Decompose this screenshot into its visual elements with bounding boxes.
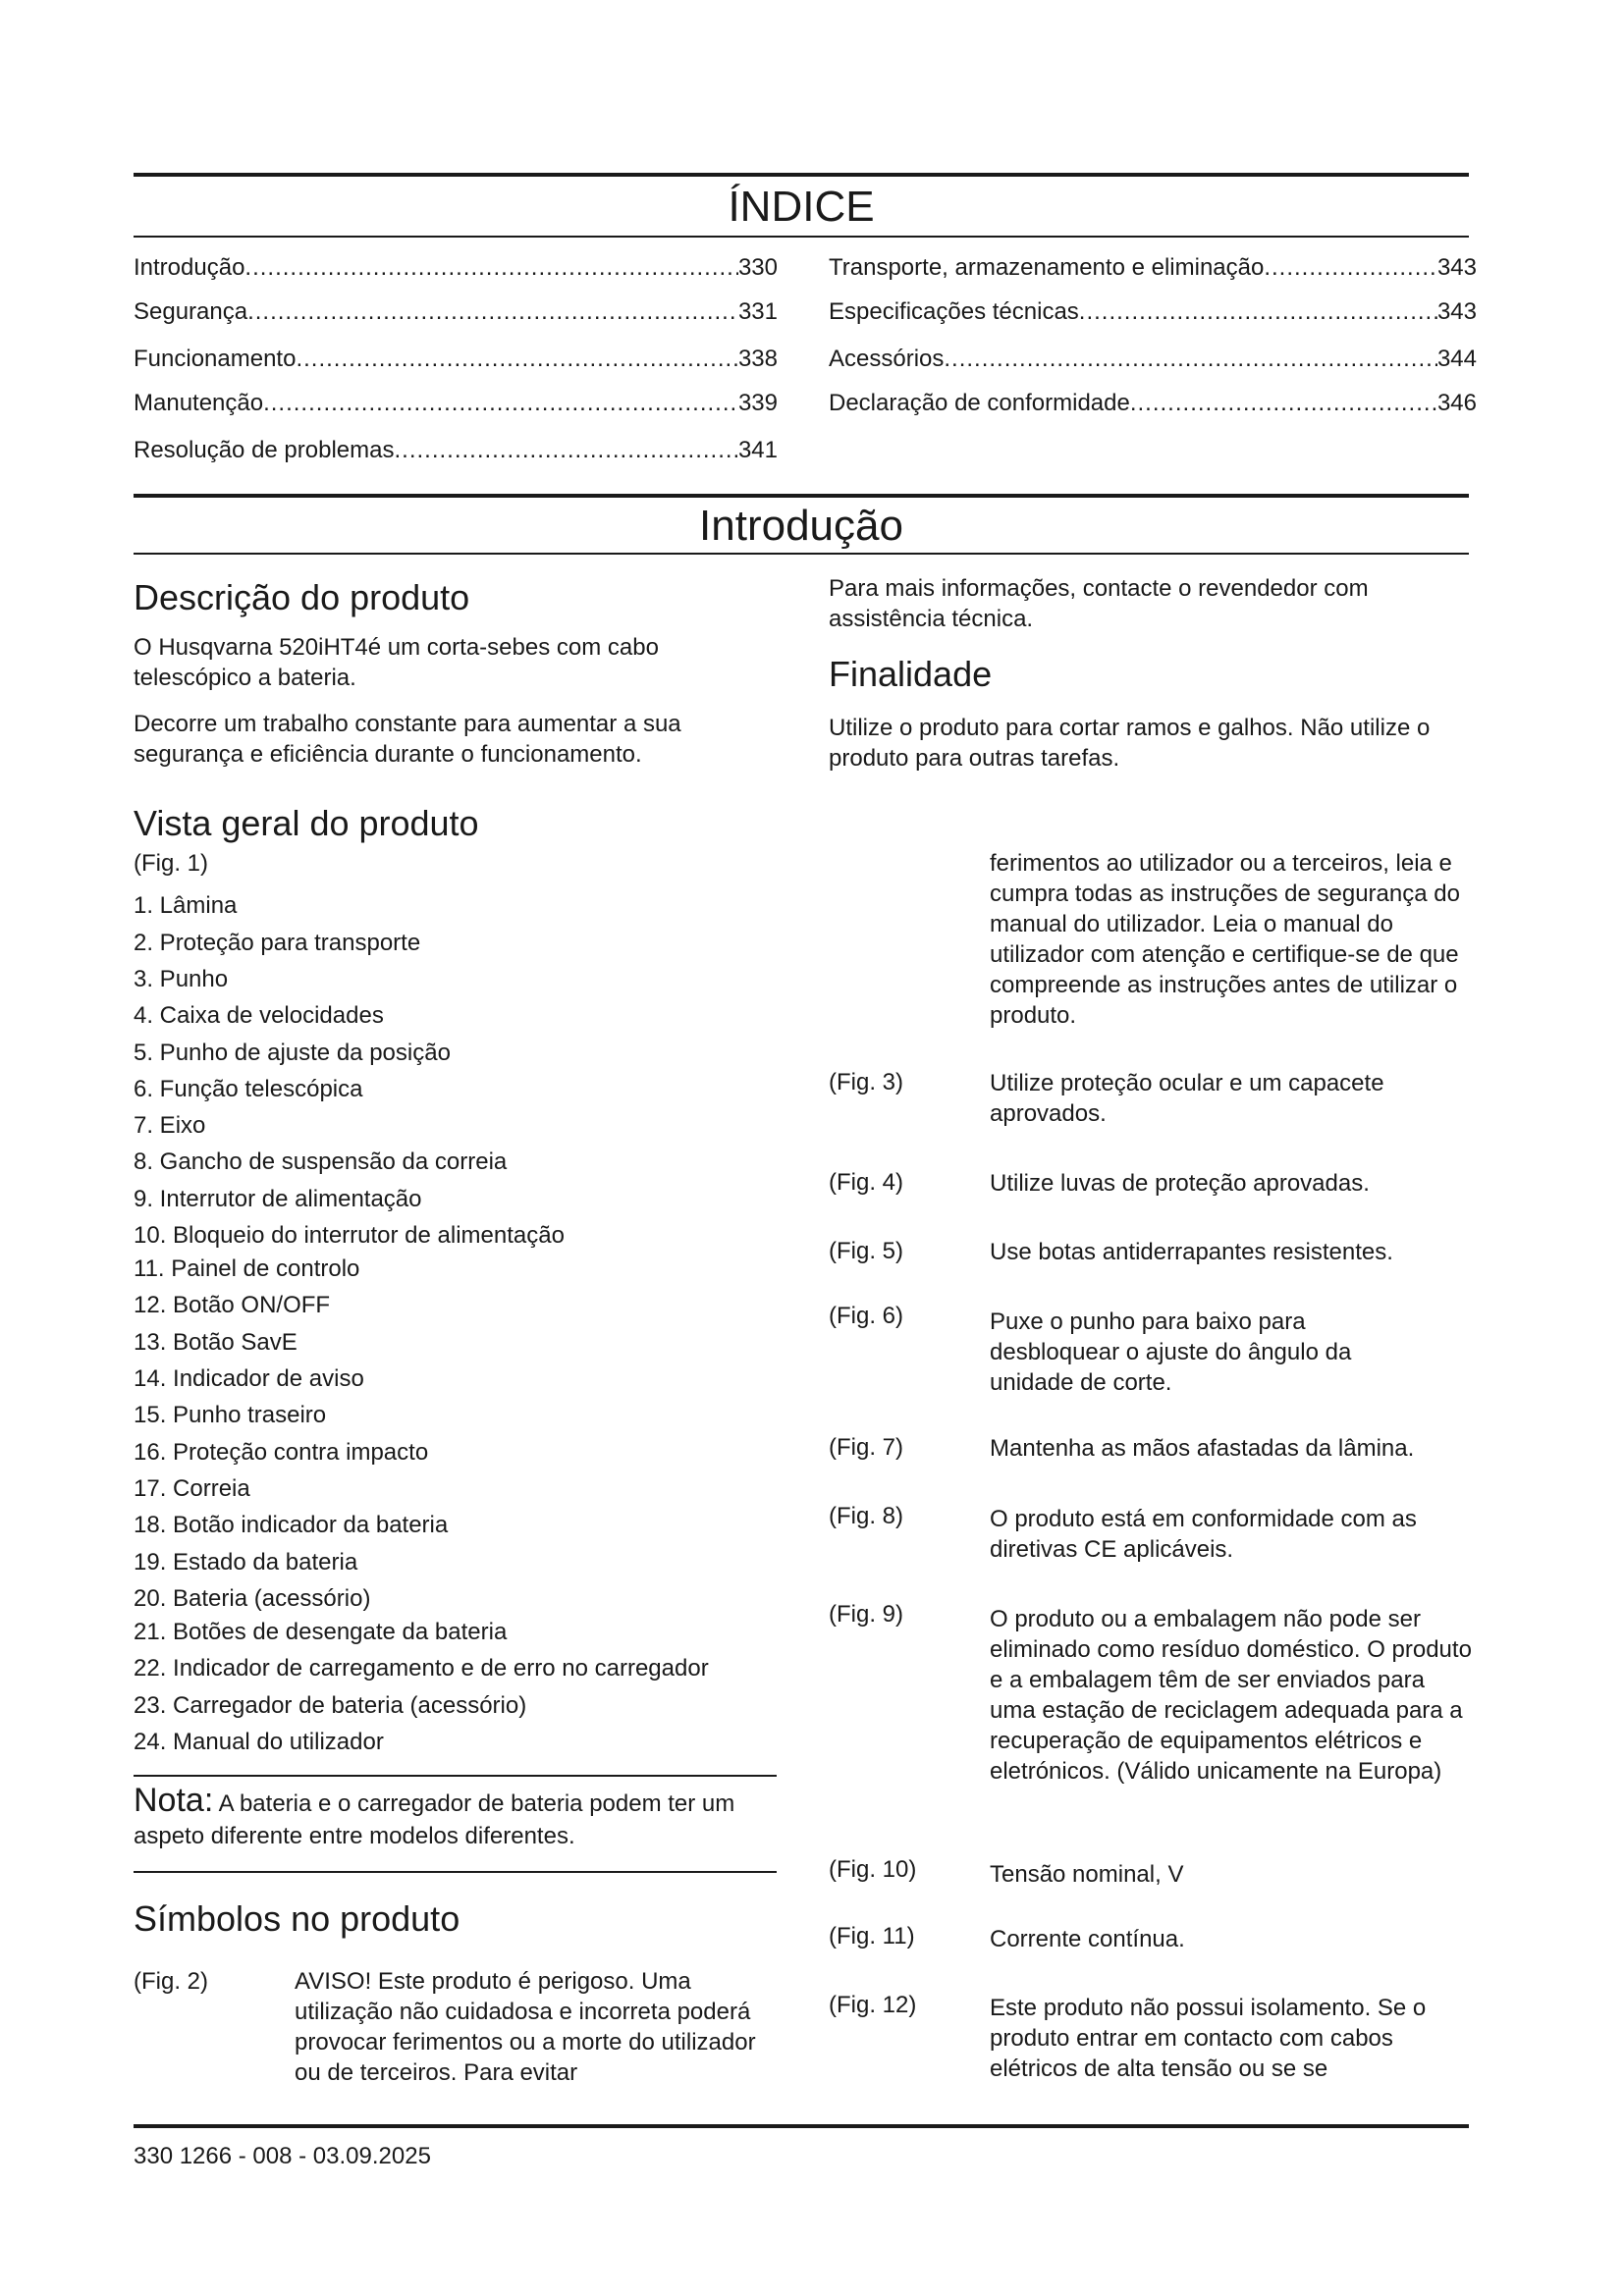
toc-entry-label: Acessórios (829, 346, 945, 372)
list-item: 19. Estado da bateria (134, 1549, 358, 1575)
fig-label: (Fig. 11) (829, 1923, 915, 1949)
list-item: 17. Correia (134, 1475, 250, 1502)
note-box (134, 1782, 772, 1852)
fig-text: O produto está em conformidade com as diretivas CE aplicáveis. (990, 1506, 1417, 1563)
toc-entry-page: 338 (737, 346, 778, 372)
list-item: 15. Punho traseiro (134, 1402, 327, 1428)
fig-label: (Fig. 8) (829, 1503, 904, 1529)
toc-entry-label: Manutenção (134, 390, 264, 416)
toc-entry[interactable] (829, 389, 1477, 418)
toc-entry-label: Introdução (134, 254, 245, 281)
toc-entry-label: Funcionamento (134, 346, 297, 372)
purpose-heading: Finalidade (829, 654, 993, 694)
fig-text: Tensão nominal, V (990, 1861, 1184, 1888)
toc-entry[interactable] (829, 253, 1477, 283)
list-item: 10. Bloqueio do interrutor de alimentação (134, 1222, 565, 1249)
fig-text: AVISO! Este produto é perigoso. Uma utilização não cuidadosa e incorreta poderá provocar ferimentos ou a morte do utilizador ou de terceiros. Para evitar (295, 1968, 756, 2086)
fig-label: (Fig. 7) (829, 1434, 904, 1461)
toc-entry-page: 330 (737, 254, 778, 281)
fig-text: Puxe o punho para baixo para desbloquear o ajuste do ângulo da unidade de corte. (990, 1308, 1352, 1396)
toc-entry-label: Declaração de conformidade (829, 390, 1130, 416)
toc-top-rule (134, 173, 1469, 177)
toc-entry-label: Especificações técnicas (829, 298, 1079, 325)
fig-text-continued: ferimentos ao utilizador ou a terceiros, leia e cumpra todas as instruções de segurança do manual do utilizador. Leia o manual do utilizador com atenção e certifique-se de que compreende as instruções antes de utilizar o produto. (990, 850, 1460, 1029)
fig-text: Mantenha as mãos afastadas da lâmina. (990, 1435, 1415, 1462)
toc-entry[interactable] (134, 297, 778, 327)
fig-label: (Fig. 9) (829, 1601, 904, 1628)
list-item: 14. Indicador de aviso (134, 1365, 364, 1392)
toc-entry-page: 343 (1436, 298, 1477, 325)
list-item: 13. Botão SavE (134, 1329, 298, 1356)
fig-label: (Fig. 12) (829, 1992, 917, 2018)
list-item: 1. Lâmina (134, 892, 238, 919)
toc-entry[interactable] (134, 389, 778, 418)
toc-entry[interactable] (829, 345, 1477, 374)
list-item: 7. Eixo (134, 1112, 206, 1139)
product-description-text: Decorre um trabalho constante para aumentar a sua segurança e eficiência durante o funcionamento. (134, 711, 681, 768)
list-item: 8. Gancho de suspensão da correia (134, 1148, 508, 1175)
toc-title-rule (134, 236, 1469, 238)
more-info-text: Para mais informações, contacte o revendedor com assistência técnica. (829, 575, 1369, 632)
list-item: 11. Painel de controlo (134, 1255, 360, 1282)
fig-label: (Fig. 4) (829, 1169, 904, 1196)
toc-entry-page: 346 (1436, 390, 1477, 416)
fig-text: O produto ou a embalagem não pode ser eliminado como resíduo doméstico. O produto e a embalagem têm de ser enviados para uma estação de reciclagem adequada para a recuperação de equipamentos elétricos e eletrónicos. (Válido unicamente na Europa) (990, 1606, 1472, 1785)
overview-heading: Vista geral do produto (134, 803, 479, 843)
list-item: 4. Caixa de velocidades (134, 1002, 384, 1029)
list-item: 16. Proteção contra impacto (134, 1439, 429, 1466)
list-item: 12. Botão ON/OFF (134, 1292, 331, 1318)
product-description-text: O Husqvarna 520iHT4é um corta-sebes com cabo telescópico a bateria. (134, 634, 659, 691)
toc-entry-label: Segurança (134, 298, 248, 325)
list-item: 24. Manual do utilizador (134, 1729, 384, 1755)
fig-text: Utilize proteção ocular e um capacete aprovados. (990, 1070, 1384, 1127)
toc-entry[interactable] (829, 297, 1477, 327)
list-item: 18. Botão indicador da bateria (134, 1512, 449, 1538)
toc-entry[interactable] (134, 345, 778, 374)
list-item: 23. Carregador de bateria (acessório) (134, 1692, 527, 1719)
note-keyword: Nota: (134, 1782, 214, 1819)
list-item: 6. Função telescópica (134, 1076, 363, 1102)
toc-entry-label: Resolução de problemas (134, 437, 395, 463)
fig-text: Corrente contínua. (990, 1926, 1185, 1952)
symbols-heading: Símbolos no produto (134, 1898, 460, 1939)
list-item: 5. Punho de ajuste da posição (134, 1040, 451, 1066)
fig-label: (Fig. 6) (829, 1303, 904, 1329)
list-item: 21. Botões de desengate da bateria (134, 1619, 508, 1645)
fig-text: Use botas antiderrapantes resistentes. (990, 1239, 1393, 1265)
fig-label: (Fig. 3) (829, 1069, 904, 1095)
toc-entry-page: 343 (1436, 254, 1477, 281)
fig-text: Este produto não possui isolamento. Se o produto entrar em contacto com cabos elétricos de alta tensão ou se se (990, 1995, 1427, 2082)
footer-rule (134, 2124, 1469, 2128)
toc-entry[interactable] (134, 436, 778, 465)
fig-label: (Fig. 10) (829, 1856, 917, 1883)
toc-entry-page: 341 (737, 437, 778, 463)
intro-title-rule (134, 553, 1469, 555)
note-top-rule (134, 1775, 777, 1777)
toc-entry-page: 331 (737, 298, 778, 325)
list-item: 3. Punho (134, 966, 229, 992)
purpose-text: Utilize o produto para cortar ramos e galhos. Não utilize o produto para outras tarefas. (829, 715, 1431, 772)
fig-text: Utilize luvas de proteção aprovadas. (990, 1170, 1370, 1197)
product-description-heading: Descrição do produto (134, 577, 470, 617)
list-item: 9. Interrutor de alimentação (134, 1186, 422, 1212)
fig-label: (Fig. 5) (829, 1238, 904, 1264)
toc-title: ÍNDICE (728, 183, 875, 231)
overview-fig-ref: (Fig. 1) (134, 850, 209, 877)
note-bottom-rule (134, 1871, 777, 1873)
list-item: 22. Indicador de carregamento e de erro no carregador (134, 1655, 709, 1682)
toc-entry-label: Transporte, armazenamento e eliminação (829, 254, 1265, 281)
toc-entry-page: 339 (737, 390, 778, 416)
toc-entry[interactable] (134, 253, 778, 283)
note-text: A bateria e o carregador de bateria podem ter um aspeto diferente entre modelos diferentes. (134, 1790, 735, 1849)
footer-doc-id: 330 1266 - 008 - 03.09.2025 (134, 2143, 431, 2169)
list-item: 20. Bateria (acessório) (134, 1585, 371, 1612)
list-item: 2. Proteção para transporte (134, 930, 421, 956)
intro-title: Introdução (699, 502, 903, 550)
fig-label: (Fig. 2) (134, 1968, 209, 1995)
intro-top-rule (134, 494, 1469, 498)
toc-entry-page: 344 (1436, 346, 1477, 372)
